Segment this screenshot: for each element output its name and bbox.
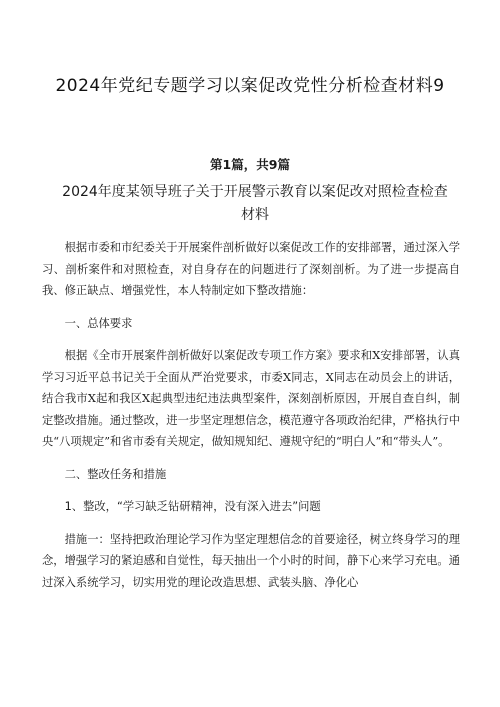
task-item-heading: 1、整改，“学习缺乏钻研精神，没有深入进去”问题 <box>64 500 321 513</box>
requirements-paragraph: 根据《全市开展案件剖析做好以案促改专项工作方案》要求和X安排部署，认真学习习近平总书记关于全面从严治党要求，市委X同志，X同志在动员会上的讲话，结合我市X起和我区X起典型违纪违法典型案件，深刻剖析原因，开展自查自纠，制定整改措施。通过整改，进一步坚定理想信念，模范遵守各项政治纪律，严格执行中央“八项规定”和省市委有关规定，做知规知纪、遵规守纪的“明白人”和“带头人”。 <box>42 349 460 448</box>
section-heading-tasks: 二、整改任务和措施 <box>64 467 167 481</box>
chapter-label: 第1篇，共9篇 <box>210 157 290 172</box>
article-title: 2024年度某领导班子关于开展警示教育以案促改对照检查检查材料 <box>62 184 448 223</box>
section-heading-general: 一、总体要求 <box>64 316 133 330</box>
document-title: 2024年党纪专题学习以案促改党性分析检查材料9 <box>55 76 445 96</box>
article-body <box>42 237 460 593</box>
intro-paragraph: 根据市委和市纪委关于开展案件剖析做好以案促改工作的安排部署，通过深入学习、剖析案件和对照检查，对自身存在的问题进行了深刻剖析。为了进一步提高自我、修正缺点、增强党性，本人特制定如下整改措施： <box>42 241 460 297</box>
measure-paragraph: 措施一：坚持把政治理论学习作为坚定理想信念的首要途径，树立终身学习的理念，增强学习的紧迫感和自觉性，每天抽出一个小时的时间，静下心来学习充电。通过深入系统学习，切实用党的理论改造思想、武装头脑、净化心 <box>42 532 460 589</box>
